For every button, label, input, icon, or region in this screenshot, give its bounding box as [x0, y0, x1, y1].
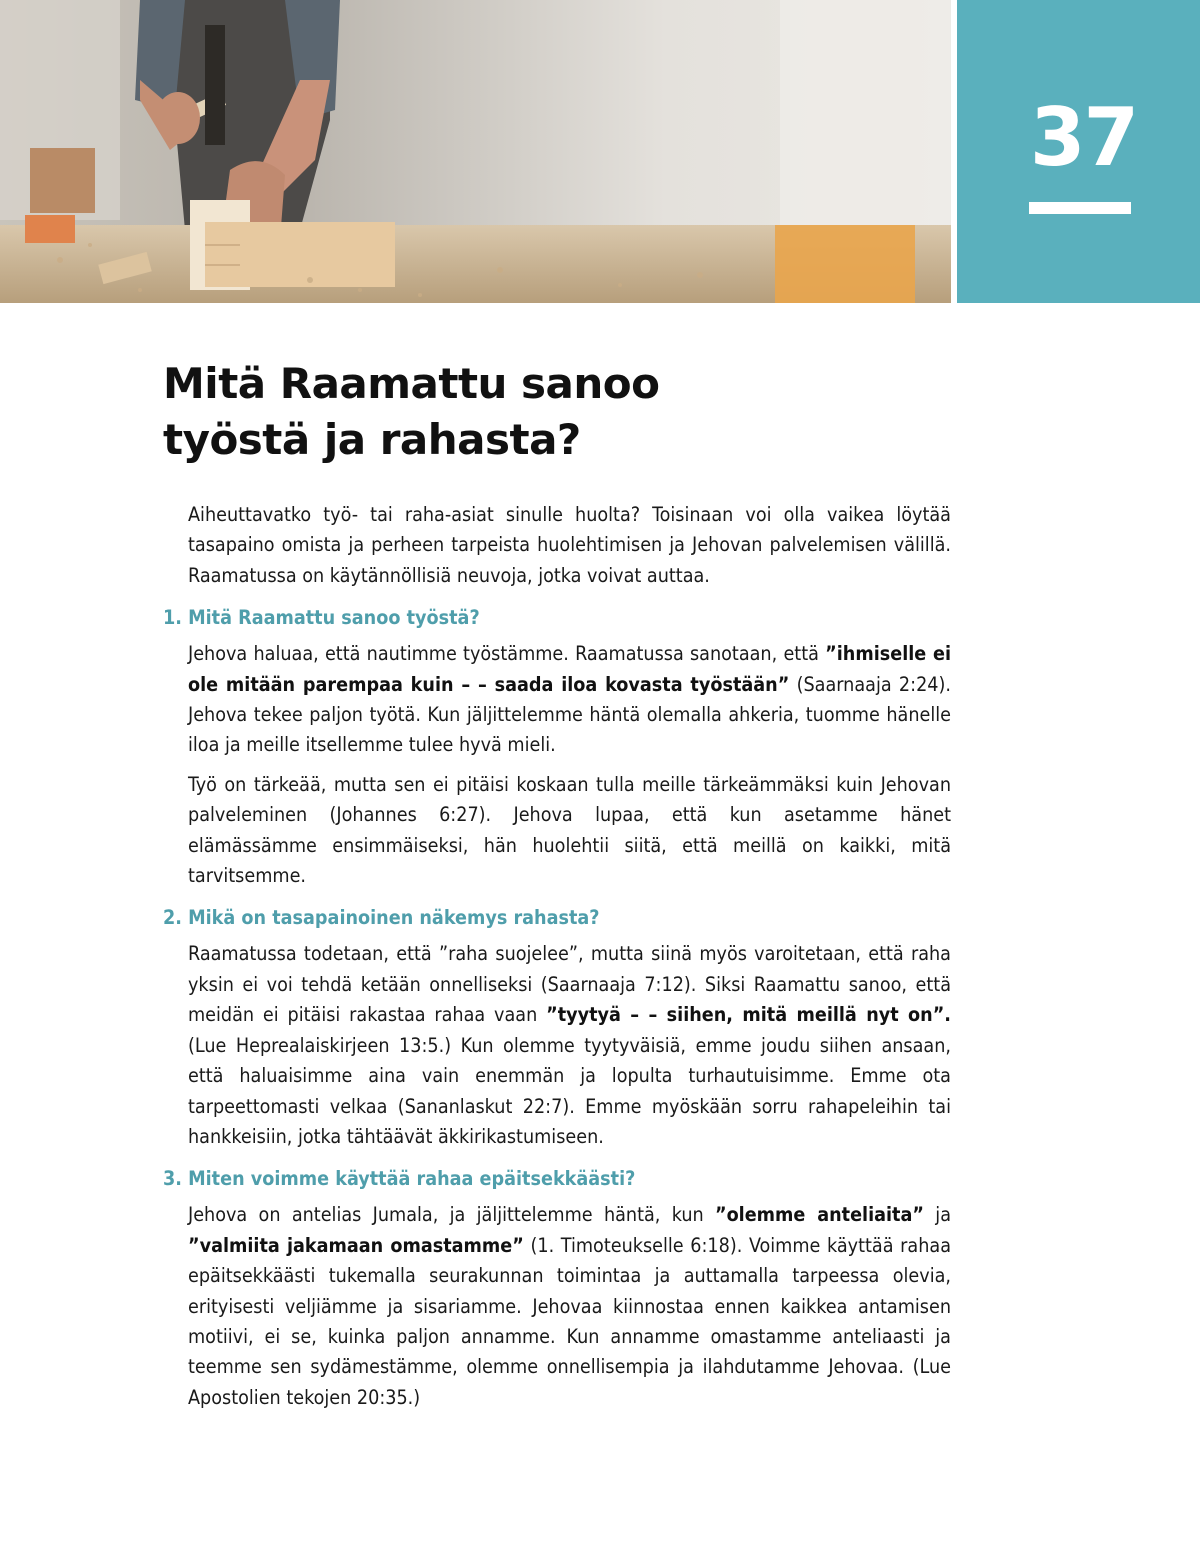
section-1-paragraph-1 — [188, 639, 951, 761]
section-1-paragraph-2: Työ on tärkeää, mutta sen ei pitäisi koskaan tulla meille tärkeämmäksi kuin Jehovan palveleminen (Johannes 6:27). Jehova lupaa, että kun asetamme hänet elämässämme ensimmäiseksi, hän huolehtii siitä, että meillä on kaikki, mitä tarvitsemme. — [188, 772, 951, 888]
page-title — [163, 356, 660, 468]
bold-quote: ”valmiita jakamaan omastamme” — [188, 1233, 524, 1257]
carpenter-photo-illustration — [0, 0, 951, 303]
section-heading-1: 1. Mitä Raamattu sanoo työstä? — [163, 606, 480, 630]
text-run: Jehova haluaa, että nautimme työstämme. Raamatussa sanotaan, että — [188, 642, 826, 666]
bold-quote: ”tyytyä – – siihen, mitä meillä nyt on”. — [546, 1003, 951, 1027]
title-line-1: Mitä Raamattu sanoo — [163, 359, 660, 408]
lesson-number-panel — [957, 0, 1200, 303]
bold-quote: ”ihmiselle ei ole mitään parempaa kuin – – saada iloa kovasta työstään” — [188, 642, 951, 696]
intro-paragraph: Aiheuttavatko työ- tai raha-asiat sinulle huolta? Toisinaan voi olla vaikea löytää tasapaino omista ja perheen tarpeista huolehtimisen ja Jehovan palvelemisen välillä. Raamatussa on käytännöllisiä neuvoja, jotka voivat auttaa. — [188, 503, 951, 587]
section-heading-3: 3. Miten voimme käyttää rahaa epäitsekkäästi? — [163, 1167, 636, 1191]
section-3-paragraph-1 — [188, 1200, 951, 1413]
text-run: Raamatussa todetaan, että ”raha suojelee”, mutta siinä myös varoitetaan, että raha yksin ei voi tehdä ketään onnelliseksi (Saarnaaja 7:12). Siksi Raamattu sanoo, että meidän ei pitäisi rakastaa rahaa vaan — [188, 942, 951, 1027]
text-run: Jehova on antelias Jumala, ja jäljittelemme häntä, kun — [188, 1203, 715, 1227]
lesson-number: 37 — [1029, 91, 1138, 184]
section-2-paragraph-1 — [188, 939, 951, 1152]
article-body — [163, 500, 951, 1422]
text-run: ja — [923, 1203, 951, 1227]
text-run: (1. Timoteukselle 6:18). Voimme käyttää rahaa epäitsekkäästi tukemalla seurakunnan toimintaa ja auttamalla tarpeessa olevia, erityisesti veljiämme ja sisariamme. Jehovaa kiinnostaa ennen kaikkea antamisen motiivi, ei se, kuinka paljon annamme. Kun annamme omastamme anteliaasti ja teemme sen sydämestämme, olemme onnellisempia ja ilahdutamme Jehovaa. (Lue Apostolien tekojen 20:35.) — [188, 1233, 951, 1409]
text-run: (Lue Heprealaiskirjeen 13:5.) Kun olemme tyytyväisiä, emme joudu siihen ansaan, että haluaisimme aina vain enemmän ja lopulta turhautuisimme. Emme ota tarpeettomasti velkaa (Sananlaskut 22:7). Emme myöskään sorru rahapeleihin tai hankkeisiin, jotka tähtäävät äkkirikastumiseen. — [188, 1033, 951, 1148]
header-photo — [0, 0, 951, 303]
bold-quote: ”olemme anteliaita” — [714, 1203, 924, 1227]
text-run: (Saarnaaja 2:24). Jehova tekee paljon työtä. Kun jäljittelemme häntä olemalla ahkeria, tuomme hänelle iloa ja meille itsellemme tulee hyvä mieli. — [188, 672, 951, 757]
section-heading-2: 2. Mikä on tasapainoinen näkemys rahasta? — [163, 906, 600, 930]
title-line-2: työstä ja rahasta? — [163, 415, 581, 464]
lesson-number-underline — [1029, 202, 1131, 214]
